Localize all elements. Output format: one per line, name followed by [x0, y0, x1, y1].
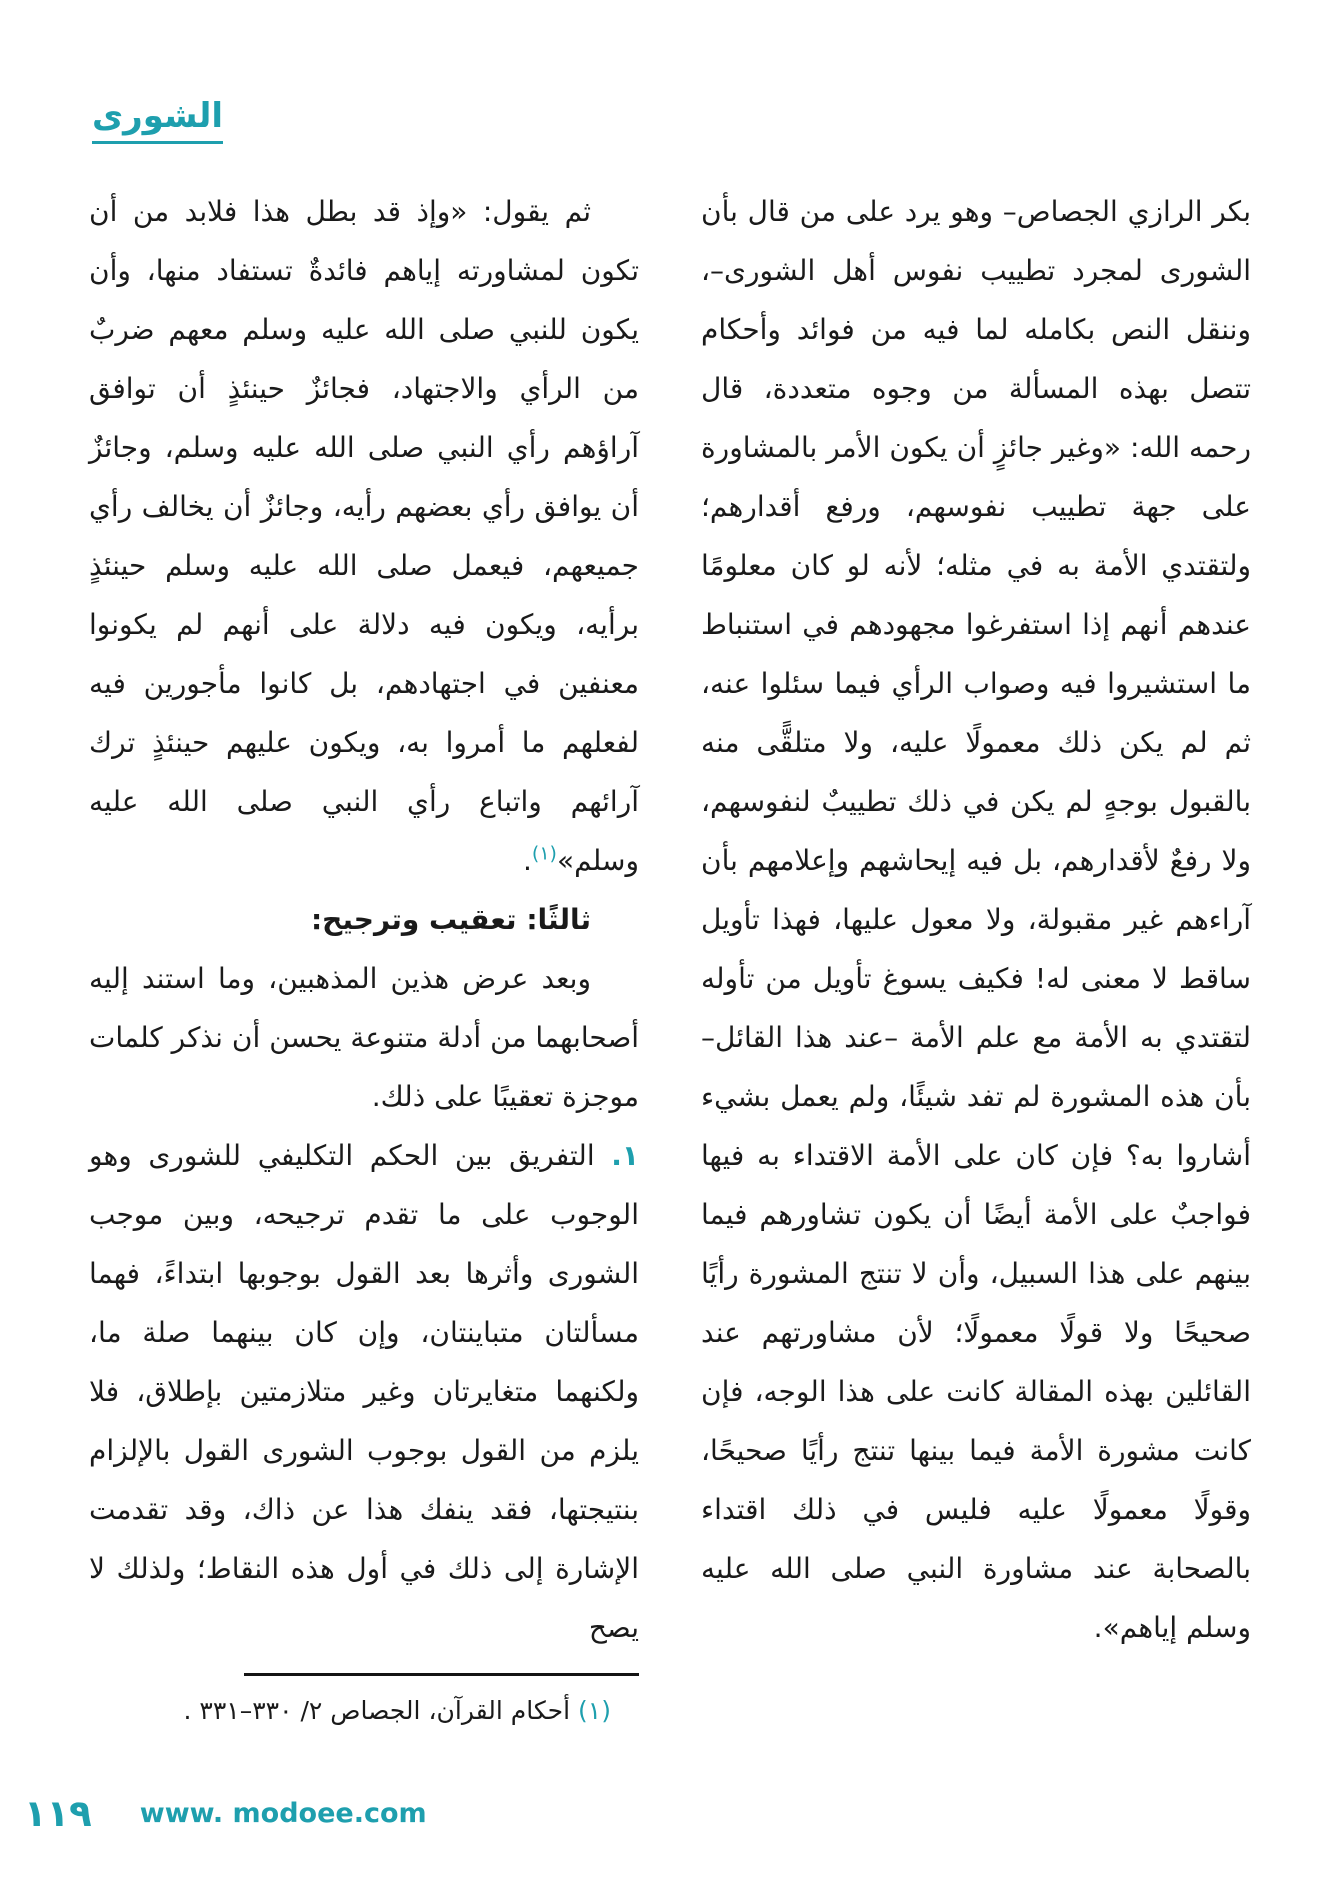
page-footer — [24, 1792, 427, 1835]
item-text: التفريق بين الحكم التكليفي للشورى وهو الوجوب على ما تقدم ترجيحه، وبين موجب الشورى وأثرها بعد القول بوجوبها ابتداءً، فهما مسألتان متباينتان، وإن كان بينهما صلة ما، ولكنهما متغايرتان وغير متلازمتين بإطلاق، فلا يلزم من القول بوجوب الشورى القول بالإلزام بنتيجتها، فقد ينفك هذا عن ذاك، وقد تقدمت الإشارة إلى ذلك في أول هذه النقاط؛ ولذلك لا يصح — [89, 1139, 639, 1644]
text-columns — [88, 182, 1251, 1733]
numbered-item — [89, 1126, 639, 1657]
page-header-title: الشورى — [92, 96, 223, 144]
page-number: ١١٩ — [24, 1792, 92, 1835]
right-column — [701, 182, 1251, 1733]
footnote-marker: (١) — [578, 1696, 611, 1725]
body-paragraph: وبعد عرض هذين المذهبين، وما استند إليه أصحابهما من أدلة متنوعة يحسن أن نذكر كلمات موجزة تعقيبًا على ذلك. — [89, 962, 639, 1113]
body-paragraph: بكر الرازي الجصاص– وهو يرد على من قال بأن الشورى لمجرد تطييب نفوس أهل الشورى–، وننقل النص بكامله لما فيه من فوائد وأحكام تتصل بهذه المسألة من وجوه متعددة، قال رحمه الله: «وغير جائزٍ أن يكون الأمر بالمشاورة على جهة تطييب نفوسهم، ورفع أقدارهم؛ ولتقتدي الأمة به في مثله؛ لأنه لو كان معلومًا عندهم أنهم إذا استفرغوا مجهودهم في استنباط ما استشيروا فيه وصواب الرأي فيما سئلوا عنه، ثم لم يكن ذلك معمولًا عليه، ولا متلقًّى منه بالقبول بوجهٍ لم يكن في ذلك تطييبٌ لنفوسهم، ولا رفعٌ لأقدارهم، بل فيه إيحاشهم وإعلامهم بأن آراءهم غير مقبولة، ولا معول عليها، فهذا تأويل ساقط لا معنى له! فكيف يسوغ تأويل من تأوله لتقتدي به الأمة مع علم الأمة –عند هذا القائل– بأن هذه المشورة لم تفد شيئًا، ولم يعمل بشيء أشاروا به؟ فإن كان على الأمة الاقتداء به فيها فواجبٌ على الأمة أيضًا أن يكون تشاورهم فيما بينهم على هذا السبيل، وأن لا تنتج المشورة رأيًا صحيحًا ولا قولًا معمولًا؛ لأن مشاورتهم عند القائلين بهذه المقالة كانت على هذا الوجه، فإن كانت مشورة الأمة فيما بينها تنتج رأيًا صحيحًا، وقولًا معمولًا عليه فليس في ذلك اقتداء بالصحابة عند مشاورة النبي صلى الله عليه وسلم إياهم». — [701, 195, 1251, 1644]
footnote — [89, 1673, 639, 1733]
body-paragraph — [89, 182, 639, 890]
footnote-source: أحكام القرآن، الجصاص ٢/ ٣٣٠–٣٣١ . — [183, 1696, 571, 1725]
footnote-ref: (١) — [531, 842, 557, 865]
quote-text: ثم يقول: «وإذ قد بطل هذا فلابد من أن تكون لمشاورته إياهم فائدةٌ تستفاد منها، وأن يكون للنبي صلى الله عليه وسلم معهم ضربٌ من الرأي والاجتهاد، فجائزٌ حينئذٍ أن توافق آراؤهم رأي النبي صلى الله عليه وسلم، وجائزٌ أن يوافق رأي بعضهم رأيه، وجائزٌ أن يخالف رأي جميعهم، فيعمل صلى الله عليه وسلم حينئذٍ برأيه، ويكون فيه دلالة على أنهم لم يكونوا معنفين في اجتهادهم، بل كانوا مأجورين فيه لفعلهم ما أمروا به، ويكون عليهم حينئذٍ ترك آرائهم واتباع رأي النبي صلى الله عليه وسلم» — [89, 195, 639, 877]
item-number: ١. — [611, 1139, 639, 1172]
section-heading: ثالثًا: تعقيب وترجيح: — [310, 903, 591, 936]
page-header — [92, 96, 223, 144]
footnote-divider — [244, 1673, 639, 1676]
left-column — [89, 182, 639, 1733]
sentence-end: . — [523, 844, 532, 877]
website-url: www. modoee.com — [139, 1798, 427, 1829]
footnote-line — [89, 1690, 639, 1733]
